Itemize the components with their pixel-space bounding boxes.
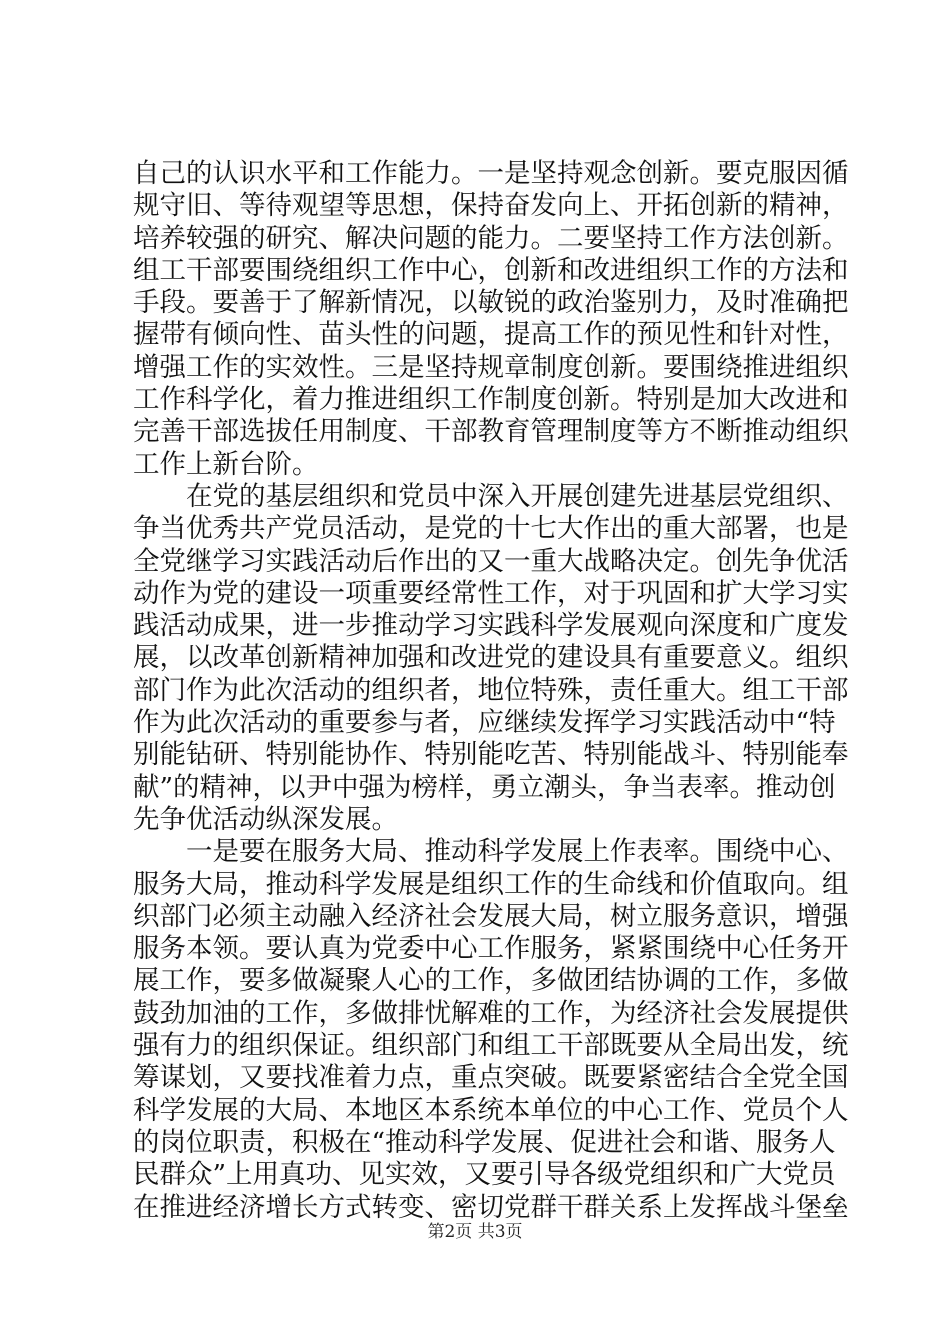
text-line: 争当优秀共产党员活动，是党的十七大作出的重大部署，也是 [133, 513, 849, 545]
text-line: 培养较强的研究、解决问题的能力。二要坚持工作方法创新。 [133, 222, 849, 254]
text-line: 鼓劲加油的工作，多做排忧解难的工作，为经济社会发展提供 [133, 997, 849, 1029]
text-line: 献”的精神，以尹中强为榜样，勇立潮头，争当表率。推动创 [133, 771, 836, 803]
text-line: 科学发展的大局、本地区本系统本单位的中心工作、党员个人 [133, 1094, 849, 1126]
text-line: 践活动成果，进一步推动学习实践科学发展观向深度和广度发 [133, 610, 849, 642]
text-line: 自己的认识水平和工作能力。一是坚持观念创新。要克服因循 [133, 158, 849, 189]
text-line: 展工作，要多做凝聚人心的工作，多做团结协调的工作，多做 [133, 965, 849, 997]
text-line: 握带有倾向性、苗头性的问题，提高工作的预见性和针对性， [133, 319, 849, 351]
text-line: 民群众”上用真功、见实效，又要引导各级党组织和广大党员 [133, 1159, 836, 1191]
text-line: 一是要在服务大局、推动科学发展上作表率。围绕中心、 [186, 836, 849, 868]
text-line: 工作科学化，着力推进组织工作制度创新。特别是加大改进和 [133, 384, 849, 416]
text-line: 作为此次活动的重要参与者，应继续发挥学习实践活动中“特 [133, 707, 836, 739]
text-line: 在党的基层组织和党员中深入开展创建先进基层党组织、 [186, 480, 849, 512]
text-line: 部门作为此次活动的组织者，地位特殊，责任重大。组工干部 [133, 674, 849, 706]
text-line: 筹谋划，又要找准着力点，重点突破。既要紧密结合全党全国 [133, 1062, 849, 1094]
text-line: 展，以改革创新精神加强和改进党的建设具有重要意义。组织 [133, 642, 849, 674]
text-line: 手段。要善于了解新情况，以敏锐的政治鉴别力，及时准确把 [133, 287, 849, 319]
text-line: 别能钻研、特别能协作、特别能吃苦、特别能战斗、特别能奉 [133, 739, 849, 771]
text-line: 完善干部选拔任用制度、干部教育管理制度等方不断推动组织 [133, 416, 849, 448]
text-line: 动作为党的建设一项重要经常性工作，对于巩固和扩大学习实 [133, 577, 849, 609]
text-line: 全党继学习实践活动后作出的又一重大战略决定。创先争优活 [133, 545, 849, 577]
text-line: 强有力的组织保证。组织部门和组工干部既要从全局出发，统 [133, 1030, 849, 1062]
text-line: 在推进经济增长方式转变、密切党群干群关系上发挥战斗堡垒 [133, 1191, 849, 1223]
text-line: 服务大局，推动科学发展是组织工作的生命线和价值取向。组 [133, 868, 849, 900]
text-line: 服务本领。要认真为党委中心工作服务，紧紧围绕中心任务开 [133, 933, 849, 965]
text-line: 先争优活动纵深发展。 [133, 803, 398, 835]
text-line: 规守旧、等待观望等思想，保持奋发向上、开拓创新的精神， [133, 190, 849, 222]
text-line: 工作上新台阶。 [133, 448, 319, 480]
document-body [133, 158, 849, 1224]
page-footer: 第2页 共3页 [427, 1222, 523, 1242]
text-line: 增强工作的实效性。三是坚持规章制度创新。要围绕推进组织 [133, 351, 849, 383]
text-line: 的岗位职责，积极在“推动科学发展、促进社会和谐、服务人 [133, 1126, 836, 1158]
text-line: 织部门必须主动融入经济社会发展大局，树立服务意识，增强 [133, 900, 849, 932]
text-line: 组工干部要围绕组织工作中心，创新和改进组织工作的方法和 [133, 254, 849, 286]
